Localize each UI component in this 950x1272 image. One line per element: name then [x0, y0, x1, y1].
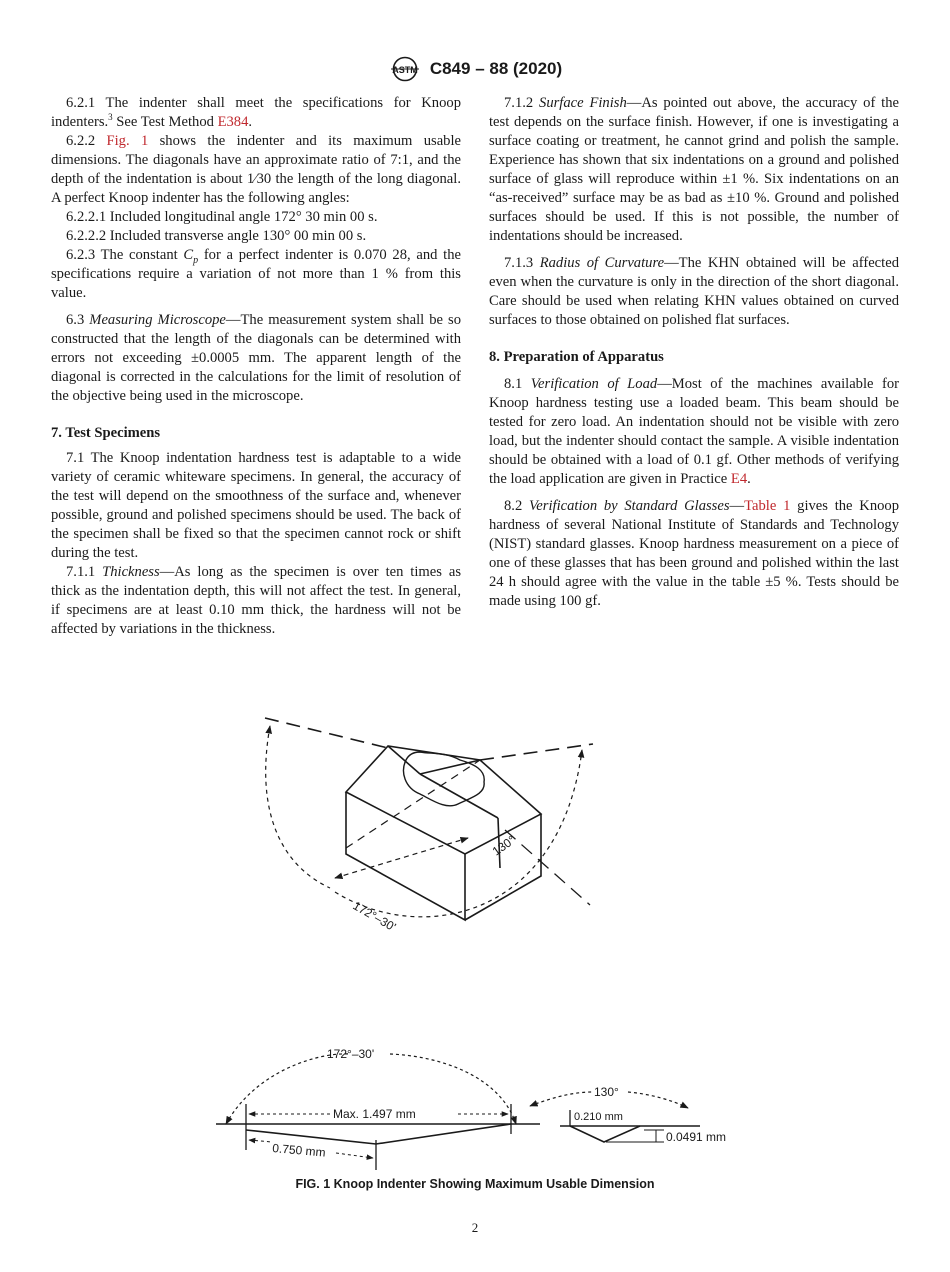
document-designation: C849 – 88 (2020) [429, 59, 563, 78]
label-max-length: Max. 1.497 mm [333, 1107, 416, 1121]
label-half-length: 0.750 mm [271, 1141, 327, 1160]
figure-caption: FIG. 1 Knoop Indenter Showing Maximum Usable Dimension [295, 1177, 655, 1191]
link-table-1[interactable]: Table 1 [744, 498, 791, 514]
section-6-2-3: 6.2.3 The constant $C_p$ for a perfect indenter is 0.070 28, and the specifications require a variation of not more than 1 % from this value. [51, 247, 461, 301]
link-e384[interactable]: E384 [217, 114, 249, 130]
section-6-3: 6.3 Measuring Microscope—The measurement system shall be so constructed that the length of the diagonals can be determined with errors not exceeding ±0.0005 mm. The apparent length of the diagonal is corrected in the calculations for the limit of resolution of the objective being used in the microscope. [51, 312, 461, 404]
section-6-2-1: 6.2.1 The indenter shall meet the specifications for Knoop indenters.$^3$ See Test Method E384. [51, 95, 461, 130]
section-7-1: 7.1 The Knoop indentation hardness test is adaptable to a wide variety of ceramic whiteware specimens. In general, the accuracy of the test will depend on the smoothness of the surface and, whenever possible, ground and polished specimens should be used. The back of the specimen shall be fixed so that the specimen cannot rock or shift during the test. [51, 450, 461, 561]
section-6-2-2-2: 6.2.2.2 Included transverse angle 130° 00 min 00 s. [66, 228, 367, 244]
section-7-1-1: 7.1.1 Thickness—As long as the specimen is over ten times as thick as the indentation depth, this will not affect the test. In general, if specimens are at least 0.10 mm thick, the hardness will not be affected by variations in the thickness. [51, 564, 461, 637]
section-8-1: 8.1 Verification of Load—Most of the machines available for Knoop hardness testing use a loaded beam. This beam should be tested for zero load. An indentation should not be visible with zero load, but the indenter should contact the sample. A visible indentation should be obtained with a load of 0.1 gf. Other methods of verifying the load application are given in Practice E4. [489, 376, 900, 487]
label-short-diagonal: 0.210 mm [574, 1111, 623, 1123]
section-8-2: 8.2 Verification by Standard Glasses—Table 1 gives the Knoop hardness of several National Institute of Standards and Technology (NIST) standard glasses. Knoop hardness measurement on a piece of one of these glasses that has been ground and polished within the last 24 h should agree with the value in the table ±5 %. Tests should be made using 100 gf. [489, 498, 900, 609]
section-6-2-2-1: 6.2.2.1 Included longitudinal angle 172° 30 min 00 s. [66, 209, 378, 225]
section-7-1-3: 7.1.3 Radius of Curvature—The KHN obtained will be affected even when the curvature is only in the direction of the short diagonal. Care should be used when relating KHN values obtained on curved surfaces to those obtained on polished flat surfaces. [489, 255, 899, 328]
heading-section-7: 7. Test Specimens [51, 425, 161, 441]
page-number: 2 [471, 1220, 479, 1235]
svg-text:ASTM: ASTM [392, 65, 418, 75]
figure-1 [0, 700, 950, 1180]
link-fig-1[interactable]: Fig. 1 [106, 133, 149, 149]
section-7-1-2: 7.1.2 Surface Finish—As pointed out above, the accuracy of the test depends on the surface finish. However, if one is investigating a surface coating or treatment, he cannot grind and polish the sample. Experience has shown that six indentations on a ground and polished surface of glass will reproduce within ±1 %. Six indentations on an “as-received” surface may be as bad as ±10 %. Ground and polished surfaces should be used. If this is not possible, the number of indentations should be increased. [489, 95, 899, 244]
label-172-bottom: 172°–30' [327, 1047, 375, 1061]
label-130-top: 130° [489, 832, 519, 859]
page-header [0, 56, 950, 82]
label-130-bottom: 130° [594, 1085, 619, 1099]
right-column [489, 94, 899, 611]
indenter-perspective [265, 718, 593, 920]
label-172-top: 172°–30' [350, 898, 399, 935]
astm-logo [388, 56, 422, 82]
knoop-indenter-drawing [0, 700, 950, 1180]
label-depth: 0.0491 mm [666, 1130, 727, 1144]
section-6-2-2: 6.2.2 Fig. 1 shows the indenter and its maximum usable dimensions. The diagonals have an approximate ratio of 7:1, and the depth of the indentation is about 1⁄30 the length of the long diagonal. A perfect Knoop indenter has the following angles: [51, 133, 462, 206]
left-column [51, 94, 461, 639]
heading-section-8: 8. Preparation of Apparatus [489, 349, 664, 365]
link-e4[interactable]: E4 [730, 471, 748, 487]
